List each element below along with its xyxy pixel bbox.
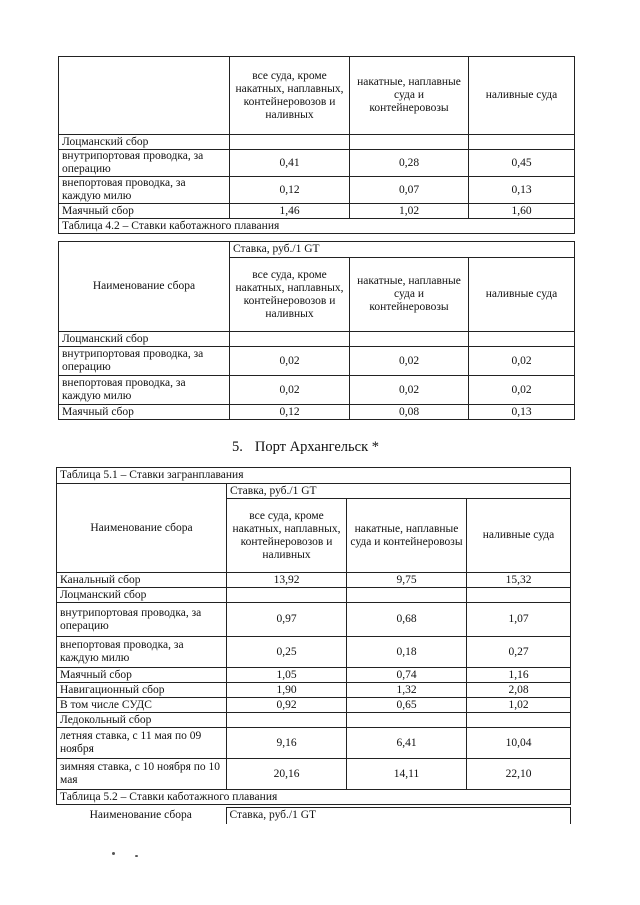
- table-row: [59, 204, 575, 219]
- row-name: Маячный сбор: [57, 668, 227, 683]
- column-header: все суда, кроме накатных, наплавных, контейнеровозов и наливных: [230, 258, 350, 332]
- section-title: Порт Архангельск *: [254, 439, 379, 455]
- value-cell: 2,08: [467, 683, 571, 698]
- name-header: Наименование сбора: [56, 808, 226, 824]
- name-header: Наименование сбора: [57, 484, 227, 573]
- table-caption: Таблица 5.1 – Ставки загранплавания: [57, 468, 571, 484]
- column-header: накатные, наплавные суда и контейнеровозы: [347, 499, 467, 573]
- value-cell: 0,02: [230, 347, 350, 376]
- rate-header: Ставка, руб./1 GT: [227, 484, 571, 499]
- value-cell: 1,90: [227, 683, 347, 698]
- value-cell: 0,18: [347, 637, 467, 668]
- row-name: Маячный сбор: [59, 405, 230, 420]
- value-cell: 0,92: [227, 698, 347, 713]
- column-header: наливные суда: [467, 499, 571, 573]
- column-header: накатные, наплавные суда и контейнеровозы: [350, 258, 469, 332]
- name-header: Наименование сбора: [59, 242, 230, 332]
- value-cell: 0,12: [230, 405, 350, 420]
- row-name: внепортовая проводка, за каждую милю: [59, 376, 230, 405]
- value-cell: 0,28: [350, 150, 469, 177]
- row-name: внутрипортовая проводка, за операцию: [59, 150, 230, 177]
- value-cell: 10,04: [467, 728, 571, 759]
- value-cell: 0,27: [467, 637, 571, 668]
- table-row: [59, 135, 575, 150]
- table-row: [57, 759, 571, 790]
- value-cell: 9,16: [227, 728, 347, 759]
- value-cell: 20,16: [227, 759, 347, 790]
- value-cell: 1,02: [350, 204, 469, 219]
- value-cell: 6,41: [347, 728, 467, 759]
- table-row: [59, 332, 575, 347]
- row-name: внутрипортовая проводка, за операцию: [59, 347, 230, 376]
- table-row: [59, 347, 575, 376]
- row-name: Навигационный сбор: [57, 683, 227, 698]
- value-cell: 9,75: [347, 573, 467, 588]
- scan-speck: [112, 852, 115, 855]
- value-cell: 0,13: [469, 405, 575, 420]
- row-name: Ледокольный сбор: [57, 713, 227, 728]
- name-header-cell: [59, 57, 230, 135]
- value-cell: 15,32: [467, 573, 571, 588]
- table-5-1: [56, 467, 571, 805]
- value-cell: 0,07: [350, 177, 469, 204]
- row-name: внепортовая проводка, за каждую милю: [57, 637, 227, 668]
- table-caption-row: [57, 790, 571, 805]
- value-cell: 1,05: [227, 668, 347, 683]
- rate-header: Ставка, руб./1 GT: [226, 808, 570, 824]
- table-row: [57, 683, 571, 698]
- value-cell: 22,10: [467, 759, 571, 790]
- value-cell: 1,46: [230, 204, 350, 219]
- table-caption: Таблица 4.2 – Ставки каботажного плавания: [59, 219, 575, 234]
- section-number: 5.: [232, 439, 243, 455]
- value-cell: 0,65: [347, 698, 467, 713]
- rate-header: Ставка, руб./1 GT: [230, 242, 575, 258]
- section-heading: [232, 439, 379, 456]
- value-cell: 0,02: [469, 347, 575, 376]
- table-row: [59, 177, 575, 204]
- value-cell: 0,74: [347, 668, 467, 683]
- value-cell: 0,68: [347, 603, 467, 637]
- table-row: [57, 573, 571, 588]
- value-cell: 0,45: [469, 150, 575, 177]
- value-cell: 0,02: [469, 376, 575, 405]
- table-5-2: [56, 807, 571, 824]
- table-caption-row: [59, 219, 575, 234]
- table-row: [57, 603, 571, 637]
- table-4-2: [58, 241, 575, 420]
- table-row: [59, 150, 575, 177]
- value-cell: 1,07: [467, 603, 571, 637]
- row-name: Лоцманский сбор: [59, 332, 230, 347]
- value-cell: 0,97: [227, 603, 347, 637]
- table-row: [57, 588, 571, 603]
- row-name: Маячный сбор: [59, 204, 230, 219]
- column-header: накатные, наплавные суда и контейнеровозы: [350, 57, 469, 135]
- value-cell: 0,25: [227, 637, 347, 668]
- value-cell: 0,02: [350, 376, 469, 405]
- row-name: внепортовая проводка, за каждую милю: [59, 177, 230, 204]
- row-name: В том числе СУДС: [57, 698, 227, 713]
- value-cell: 1,16: [467, 668, 571, 683]
- column-header: все суда, кроме накатных, наплавных, контейнеровозов и наливных: [230, 57, 350, 135]
- row-name: Канальный сбор: [57, 573, 227, 588]
- table-row: [57, 728, 571, 759]
- value-cell: 1,02: [467, 698, 571, 713]
- row-name: Лоцманский сбор: [57, 588, 227, 603]
- row-name: Лоцманский сбор: [59, 135, 230, 150]
- table-row: [59, 376, 575, 405]
- column-header: наливные суда: [469, 57, 575, 135]
- row-name: летняя ставка, с 11 мая по 09 ноября: [57, 728, 227, 759]
- table-row: [57, 713, 571, 728]
- table-row: [57, 668, 571, 683]
- value-cell: 0,02: [230, 376, 350, 405]
- value-cell: 0,02: [350, 347, 469, 376]
- row-name: внутрипортовая проводка, за операцию: [57, 603, 227, 637]
- value-cell: 0,13: [469, 177, 575, 204]
- value-cell: 1,60: [469, 204, 575, 219]
- table-row: [57, 698, 571, 713]
- row-name: зимняя ставка, с 10 ноября по 10 мая: [57, 759, 227, 790]
- value-cell: 0,41: [230, 150, 350, 177]
- value-cell: 1,32: [347, 683, 467, 698]
- table-row: [57, 637, 571, 668]
- value-cell: 14,11: [347, 759, 467, 790]
- value-cell: 13,92: [227, 573, 347, 588]
- table-row: [59, 405, 575, 420]
- column-header: наливные суда: [469, 258, 575, 332]
- column-header: все суда, кроме накатных, наплавных, контейнеровозов и наливных: [227, 499, 347, 573]
- table-4-1-continuation: [58, 56, 575, 234]
- value-cell: 0,12: [230, 177, 350, 204]
- value-cell: 0,08: [350, 405, 469, 420]
- scan-speck: [135, 855, 138, 857]
- table-caption: Таблица 5.2 – Ставки каботажного плавания: [57, 790, 571, 805]
